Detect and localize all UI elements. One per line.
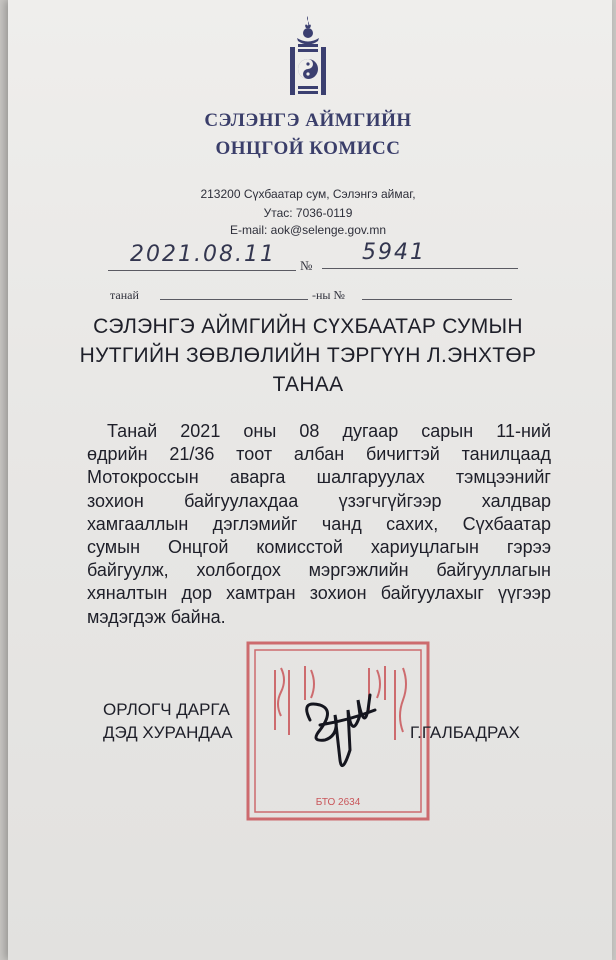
number-label: № [300, 258, 313, 273]
handwritten-signature [290, 680, 390, 780]
body-line: хамгааллын дэглэмийг чанд сахих, Сүхбаатар [87, 513, 551, 534]
organization-name-line2: ОНЦГОЙ КОМИСС [215, 138, 401, 159]
body-line: өдрийн 21/36 тоот албан бичигтэй танилцаад [87, 444, 551, 465]
number-line [322, 268, 518, 269]
reply-date-line [160, 299, 308, 300]
body-line: байгуулж, холбогдох мэргэжлийн байгууллагын [87, 560, 551, 581]
body-line: сумын Онцгой комисстой хариуцлагын гэрээ [87, 537, 551, 558]
reply-number-label: -ны № [312, 288, 345, 302]
body-line: Мотокроссын аварга шалгаруулах тэмцээнийг [87, 467, 551, 488]
body-line: Танай 2021 оны 08 дугаар сарын 11-ний [107, 421, 551, 441]
stamp-code: БТО 2634 [315, 797, 361, 808]
signer-position-line1: ОРЛОГЧ ДАРГА [103, 700, 230, 719]
handwritten-registration-number: 5941 [362, 240, 426, 265]
postal-address: 213200 Сүхбаатар сум, Сэлэнгэ аймаг, [200, 187, 416, 201]
reply-prefix-label: танай [110, 288, 139, 302]
organization-name-line1: СЭЛЭНГЭ АЙМГИЙН [204, 110, 412, 131]
body-line: мэдэгдэж байна. [87, 606, 226, 627]
soyombo-emblem-icon [285, 14, 331, 102]
addressee-line3: ТАНАА [272, 373, 344, 396]
signer-name: Г.ГАЛБАДРАХ [410, 723, 520, 742]
reply-number-line [362, 299, 512, 300]
phone-number: Утас: 7036-0119 [263, 206, 353, 220]
body-line: хяналтын дор хамтран зохион байгуулахыг үүгээр [87, 583, 551, 604]
addressee-line1: СЭЛЭНГЭ АЙМГИЙН СҮХБААТАР СУМЫН [93, 315, 523, 338]
date-line [108, 270, 296, 271]
handwritten-date: 2021.08.11 [130, 242, 276, 267]
letter-body [87, 420, 551, 629]
body-line: зохион байгуулахдаа үзэгчгүйгээр халдвар [87, 490, 551, 511]
email-address: E-mail: aok@selenge.gov.mn [229, 223, 387, 237]
signer-position-line2: ДЭД ХУРАНДАА [103, 723, 233, 742]
addressee-line2: НУТГИЙН ЗӨВЛӨЛИЙН ТЭРГҮҮН Л.ЭНХТӨР [79, 344, 537, 367]
